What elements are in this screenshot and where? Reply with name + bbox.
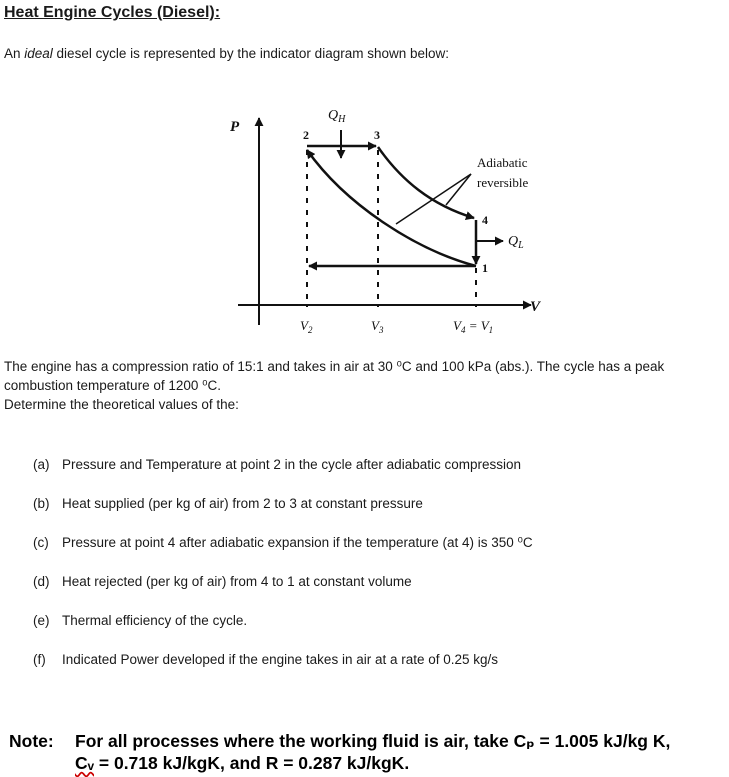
question-label-c: (c) xyxy=(33,535,49,550)
point-4-label: 4 xyxy=(482,213,488,227)
annotation-pointer-b xyxy=(446,174,471,205)
question-item-d xyxy=(33,573,533,612)
question-item-f xyxy=(33,651,533,690)
question-item-c xyxy=(33,534,533,573)
page-heading: Heat Engine Cycles (Diesel): xyxy=(4,4,221,21)
question-item-e xyxy=(33,612,533,651)
intro-text-after: diesel cycle is represented by the indicator diagram shown below: xyxy=(52,46,450,61)
cv-symbol: Cᵥ xyxy=(75,753,95,773)
question-label-b: (b) xyxy=(33,496,50,511)
ql-label: $Q_L$ xyxy=(508,234,524,251)
v2-label: $V_2$ xyxy=(300,318,313,335)
question-text-f: Indicated Power developed if the engine takes in air at a rate of 0.25 kg/s xyxy=(62,652,499,667)
problem-statement xyxy=(4,357,724,414)
point-3-label: 3 xyxy=(374,128,380,142)
intro-text xyxy=(4,46,449,61)
question-text-d: Heat rejected (per kg of air) from 4 to 1 at constant volume xyxy=(62,574,412,589)
question-text-c: Pressure at point 4 after adiabatic expansion if the temperature (at 4) is 350 ⁰C xyxy=(62,535,533,550)
point-1-label: 1 xyxy=(482,261,488,275)
question-label-e: (e) xyxy=(33,613,50,628)
question-text-b: Heat supplied (per kg of air) from 2 to 3 at constant pressure xyxy=(62,496,423,511)
note-line-2 xyxy=(9,752,670,774)
indicator-diagram xyxy=(226,100,566,345)
question-list xyxy=(33,456,533,690)
question-text-a: Pressure and Temperature at point 2 in the cycle after adiabatic compression xyxy=(62,457,521,472)
point-2-label: 2 xyxy=(303,128,309,142)
problem-line-1: The engine has a compression ratio of 15:1 and takes in air at 30 ⁰C and 100 kPa (abs.). The cycle has a peak xyxy=(4,359,665,374)
v3-label: $V_3$ xyxy=(371,318,384,335)
question-label-d: (d) xyxy=(33,574,50,589)
question-item-b xyxy=(33,495,533,534)
note-block xyxy=(9,730,670,774)
problem-line-2: combustion temperature of 1200 ⁰C. xyxy=(4,378,222,393)
intro-text-before: An xyxy=(4,46,25,61)
v-axis-label: V xyxy=(530,299,541,315)
question-text-e: Thermal efficiency of the cycle. xyxy=(62,613,248,628)
intro-text-emphasis: ideal xyxy=(24,46,53,61)
question-label-a: (a) xyxy=(33,457,50,472)
annotation-reversible: reversible xyxy=(477,175,529,190)
note-line-2-rest: = 0.718 kJ/kgK, and R = 0.287 kJ/kgK. xyxy=(94,753,410,773)
qh-label: $Q_H$ xyxy=(328,108,346,125)
question-label-f: (f) xyxy=(33,652,46,667)
annotation-adiabatic: Adiabatic xyxy=(477,155,528,170)
note-line-1: For all processes where the working fluid is air, take Cₚ = 1.005 kJ/kg K, xyxy=(75,731,671,751)
problem-line-3: Determine the theoretical values of the: xyxy=(4,397,239,412)
v4-v1-label: $V_4 = V_1$ xyxy=(453,318,494,335)
p-axis-label: P xyxy=(230,119,240,135)
question-item-a xyxy=(33,456,533,495)
note-label: Note: xyxy=(9,731,54,751)
